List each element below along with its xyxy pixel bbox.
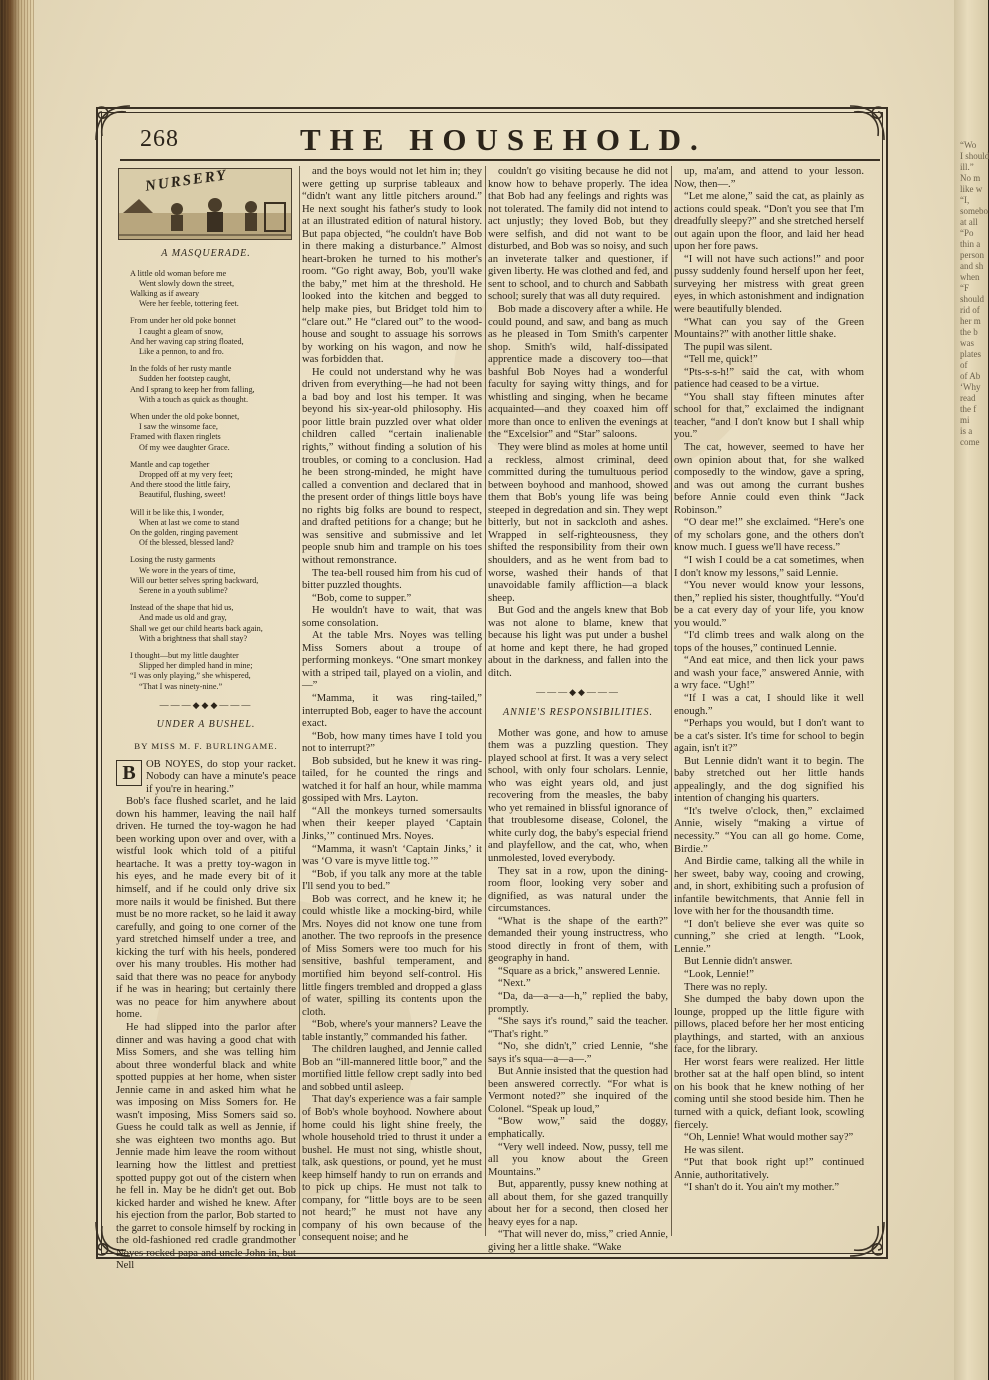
poem-line: And her waving cap string floated, [130, 336, 244, 346]
facing-page-line: “Po [960, 228, 974, 238]
paragraph-text: There was no reply. [684, 981, 768, 993]
paragraph [674, 969, 864, 982]
paragraph-text: “Bow wow,” said the doggy, emphatically. [488, 1116, 668, 1141]
paragraph-text: But Lennie didn't want it to begin. The baby stretched out her little hands appealingly, and the dog signified his intention of changing his quarters. [674, 755, 864, 805]
paragraph-text: Bob made a discovery after a while. He could pound, and saw, and bang as much as he pleased in Tom Smith's carpenter shop. Smith's wild, half-dissipated apprentice made a discovery too—that bashful Bob Noyes had a wonderful faculty for saying witty things, and for whistling and singing, when he became acquainted—and they coaxed him off more than once to enliven the evenings at the “Excelsior” and “Star” saloons. [488, 304, 668, 441]
paragraph-text: “I shan't do it. You ain't my mother.” [684, 1182, 840, 1194]
facing-page-line: person [960, 250, 984, 260]
paragraph-text: They sat in a row, upon the dining-room floor, looking very sober and dignified, as was natural under the circumstances. [488, 865, 668, 915]
story-title: UNDER A BUSHEL. [156, 719, 256, 731]
paragraph [674, 555, 864, 580]
paragraph-text: “Look, Lennie!” [684, 969, 755, 980]
paragraph [674, 919, 864, 957]
poem-line: When under the old poke bonnet, [130, 411, 240, 421]
facing-page-line: of [960, 360, 968, 370]
facing-page-edge [954, 0, 988, 1380]
paragraph-text: “She says it's round,” said the teacher. “That's right.” [488, 1016, 668, 1040]
paragraph [674, 517, 864, 555]
paragraph-text: “I don't believe she ever was quite so cunning,” she cried at length. “Look, Lennie.” [674, 918, 864, 955]
facing-page-line: ‘Why [960, 382, 981, 392]
paragraph-text: “Mamma, it wasn't ‘Captain Jinks,’ it was ‘O vare is myve little tog.’” [302, 843, 482, 868]
paragraph-text: She dumped the baby down upon the lounge, propped up the little figure with pillows, placed before her her most enticing playthings, and started, with an anxious face, for the library. [674, 994, 864, 1056]
poem-line: I caught a gleam of snow, [139, 326, 224, 336]
paragraph-text: “Next.” [498, 978, 531, 990]
paragraph-text: “Mamma, it was ring-tailed,” interrupted Bob, eager to have the account exact. [302, 692, 482, 730]
paragraph [116, 759, 296, 797]
poem-stanza [130, 555, 296, 596]
column-rule [671, 166, 672, 1236]
paragraph-text: The cat, however, seemed to have her own opinion about that, for she walked composedly to the window, gave a spring, and was out among the currant bushes before Annie could even think “Jack Robinson.” [674, 442, 864, 516]
poem-line: Of my wee daughter Grace. [139, 442, 230, 452]
poem-line: In the folds of her rusty mantle [130, 364, 232, 374]
paragraph-text: “No, she didn't,” cried Lennie, “she says it's squa—a—a—.” [488, 1041, 668, 1065]
nursery-banner-illustration [118, 168, 292, 240]
ornamental-separator: ———◆◆◆——— [159, 699, 253, 710]
paragraph-text: “It's twelve o'clock, then,” exclaimed Annie, wisely “making a virtue of necessity.” “You can all go home. Come, Birdie.” [674, 805, 864, 855]
facing-page-line: No m [960, 173, 981, 183]
paragraph [302, 894, 482, 1019]
paragraph-text: “Perhaps you would, but I don't want to be a cat's sister. It's time for school to begin again, isn't it?” [674, 718, 864, 755]
paragraph-text: “If I was a cat, I should like it well enough.” [674, 692, 864, 717]
facing-page-line: the f [960, 404, 977, 414]
paragraph [674, 994, 864, 1057]
poem-line: With a brightness that shall stay? [139, 633, 248, 643]
facing-page-line: “Wo [960, 140, 977, 150]
poem-line: A little old woman before me [130, 268, 227, 278]
paragraph [674, 982, 864, 995]
paragraph [302, 166, 482, 367]
paragraph-text: But Annie insisted that the question had been answered correctly. “For what is Vermont noted?” she inquired of the Colonel. “Speak up loud,” [488, 1066, 668, 1115]
poem-line: Dropped off at my very feet; [139, 470, 233, 479]
facing-page-line: should [960, 294, 985, 304]
facing-page-line: I should [960, 151, 989, 161]
paragraph-text: He had slipped into the parlor after dinner and was having a good chat with Miss Somers, and she was telling him about three wonderful black and white spotted puppies at her home, when sister Jennie came in and asked him what he was imposing on Miss Somers for. He wasn't imposing, Miss Somers said so. Guess he could talk as well as Jennie, if she was eighteen two months ago. But Jennie made him leave the room without learning how the littlest and prettiest spotted puppy got out of the cistern when he fell in. May be he didn't get out. Bob kicked harder and wished he knew. After his ejection from the parlor, Bob started to the garret to console himself by rocking in the old-fashioned red cradle grandmother Noyes rocked papa and uncle John in, but Nell [116, 1021, 296, 1272]
story-byline: BY MISS M. F. BURLINGAME. [134, 740, 278, 751]
page-header [120, 118, 880, 162]
paragraph [488, 728, 668, 866]
poem-line: “I was only playing,” she whispered, [130, 671, 251, 681]
poem-line: Sudden her footstep caught, [139, 374, 231, 384]
paragraph-text: The pupil was silent. [684, 341, 773, 353]
poem-line: And I sprang to keep her from falling, [130, 384, 255, 394]
paragraph [488, 605, 668, 680]
poem-line: From under her old poke bonnet [130, 316, 236, 326]
column-rule [299, 166, 300, 1236]
facing-page-line: was [960, 338, 974, 348]
facing-page-line: ill.” [960, 162, 974, 172]
drop-cap: B [116, 760, 142, 786]
poem-line: When at last we come to stand [139, 517, 240, 527]
paragraph [116, 1022, 296, 1273]
poem-body [130, 269, 296, 692]
paragraph [674, 354, 864, 367]
facing-page-line: “I, [960, 195, 970, 205]
poem-line: And made us old and gray, [139, 613, 227, 623]
poem-line: Were her feeble, tottering feet. [139, 299, 239, 309]
poem-stanza [130, 364, 296, 405]
poem-stanza [130, 651, 296, 692]
paragraph [674, 756, 864, 806]
facing-page-line: mi [960, 415, 970, 425]
poem-line: We wore in the years of time, [139, 565, 236, 575]
paragraph [488, 442, 668, 605]
poem-stanza [130, 603, 296, 644]
paragraph-text: “Da, da—a—a—h,” replied the baby, promptly. [488, 991, 668, 1015]
column-3 [488, 166, 668, 1253]
column-1 [116, 166, 296, 1272]
facing-page-line: the b [960, 327, 978, 337]
paragraph-text: “Bob, how many times have I told you not to interrupt?” [302, 730, 482, 755]
paragraph-text: He could not understand why he was driven from everything—he had not been a bad boy and lost his temper. It was beyond his six-year-old philosophy. His poor little brain puzzled over what older children called “certain inalienable rights,” without finding a solution of his troubles, or coming to a conclusion. Had he been strong-minded, he might have called a convention and declared that in the present order of things little boys have no rights big folks are bound to respect, and drafted petitions for a change; but he was sensitive and submissive and let people snub him and trample on his toes without remonstrance. [302, 366, 482, 566]
poem-line: Shall we get our child hearts back again, [130, 623, 263, 633]
paragraph-text: The children laughed, and Jennie called Bob an “ill-mannered little boor,” and the mortified little fellow crept sadly into bed and sobbed until asleep. [302, 1044, 482, 1093]
story-text-continued [488, 166, 668, 680]
paragraph [302, 593, 482, 606]
facing-page-line: at all [960, 217, 978, 227]
paragraph-text: up, ma'am, and attend to your lesson. Now, then—.” [674, 166, 864, 190]
paragraph [674, 630, 864, 655]
paragraph-text: “Bob, where's your manners? Leave the table instantly,” commanded his father. [302, 1019, 482, 1043]
poem-line: Beautiful, flushing, sweet! [139, 490, 226, 500]
paragraph-text: That day's experience was a fair sample of Bob's whole boyhood. Nowhere about home could his light shine freely, the whole household tried to thrust it under a bushel. He must not sing, whistle shout, talk, ask questions, or pound, yet he must keep himself handy to run on errands and to pick up chips. He must not talk to company, for “little boys are to be seen not heard;” he must not have any company of his own because of the consequent noise; and he [302, 1094, 482, 1244]
facing-page-line: like w [960, 184, 983, 194]
poem-line: Will our better selves spring backward, [130, 575, 259, 585]
paragraph [488, 1116, 668, 1141]
paragraph [674, 1182, 864, 1195]
paragraph [674, 191, 864, 254]
paragraph [302, 568, 482, 593]
paragraph [302, 1094, 482, 1245]
paragraph-text: “You never would know your lessons, then,” replied his sister, thoughtfully. “You'd be a cat every day of your life, you know you would.” [674, 580, 864, 629]
paragraph-text: couldn't go visiting because he did not know how to behave properly. The idea that Bob had any feelings and rights was not tolerated. The family did not intend to act unjustly; they loved Bob, but they were selfish, and did not want to be disturbed, and Bob was so noisy, and such an inveterate talker and questioner, if given liberty. He was clothed and fed, and sent to school, and to church and Sabbath school; surely that was all duty required. [488, 166, 668, 303]
poem-line: Will it be like this, I wonder, [130, 507, 224, 517]
paragraph-text: Her worst fears were realized. Her little brother sat at the half open blind, so intent on his book that he knew nothing of her coming until she stood beside him. Then he turned with a quick, defiant look, scowling fiercely. [674, 1056, 864, 1131]
poem-line: Framed with flaxen ringlets [130, 432, 221, 442]
paragraph [674, 718, 864, 756]
facing-page-line: come [960, 437, 980, 447]
paragraph-text: “What can you say of the Green Mountains?” with another little shake. [674, 316, 864, 341]
paragraph-text: and the boys would not let him in; they were getting up surprise tableaux and “didn't want any little pitchers around.” He next sought his father's study to look at an illustrated edition of natural history. But papa objected, “he couldn't have Bob in there making a disturbance.” Almost heart-broken he turned to his mother's room. “Go right away, Bob, you'll wake the baby,” met him at the threshold. He looked into the kitchen and begged to help make pies, but Bridget told him to “clare out.” He “clared out” to the wood-house and sought to assuage his sorrows by working on his wagon, and now he was forbidden that. [302, 166, 482, 366]
facing-page-line: plates [960, 349, 981, 359]
paragraph-text: “Pts-s-s-h!” said the cat, with whom patience had ceased to be a virtue. [674, 366, 864, 391]
paragraph [488, 916, 668, 966]
paragraph-text: But Lennie didn't answer. [684, 956, 793, 968]
paragraph-text: “You shall stay fifteen minutes after school for that,” exclaimed the indignant teacher, “and I don't know but I shall whip you.” [674, 391, 864, 441]
paragraph-text: Bob's face flushed scarlet, and he laid down his hammer, leaving the nail half driven. He turned the toy-wagon he had been working upon over and over, with a wistful look which told of a pitiful heartache. It was a pretty toy-wagon in his eyes, and he made every bit of it himself, and if he could only drive six more nails it would be finished. But there must be no more racket, so he laid it away carefully, and going to one corner of the yard stretched himself under a tree, and kicking the turf with his heels, pondered over his many troubles. His mother had said that there was no peace for anybody if he was in hearing; but certainly there was no peace for him anywhere about home. [116, 796, 296, 1021]
facing-page-line: rid of [960, 305, 980, 315]
paragraph-text: The tea-bell roused him from his cud of bitter puzzled thoughts. [302, 567, 482, 592]
column-rule [485, 166, 486, 1236]
poem-line: Instead of the shape that hid us, [130, 603, 234, 613]
paragraph-text: “Bob, if you talk any more at the table I'll send you to bed.” [302, 868, 482, 893]
paragraph [302, 869, 482, 894]
paragraph-text: And Birdie came, talking all the while in her sweet, baby way, cooing and crowing, and, in short, exhibiting such a profusion of infantile bewitchments, that Annie fell in love with her for the thousandth time. [674, 856, 864, 918]
facing-page-text [960, 140, 988, 448]
poem-stanza [130, 316, 296, 357]
paragraph-text: “I'd climb trees and walk along on the tops of the houses,” continued Lennie. [674, 630, 864, 654]
paragraph-text: Bob was correct, and he knew it; he could whistle like a mocking-bird, while Mrs. Noyes did not know one tune from another. The two reproofs in the presence of Miss Somers were too much for his sensitive, bashful temperament, and mortified him beyond self-control. His little fingers trembled and dropped a glass of water, spilling its contents upon the cloth. [302, 893, 482, 1018]
poem-line: Slipped her dimpled hand in mine; [139, 661, 253, 671]
paragraph-text: “Bob, come to supper.” [312, 592, 412, 604]
paragraph [488, 1179, 668, 1229]
header-rule [120, 159, 880, 161]
facing-page-line: read [960, 393, 976, 403]
paragraph-text: “What is the shape of the earth?” demanded their young instructress, who stood directly in front of them, with geography in hand. [488, 915, 668, 965]
ornamental-separator: ———◆◆——— [536, 687, 620, 698]
poem-line: And there stood the little fairy, [130, 480, 231, 490]
banner-word: NURSERY [144, 167, 229, 195]
poem-stanza [130, 508, 296, 549]
story-text [116, 759, 296, 1273]
paragraph [302, 756, 482, 806]
poem-line: Walking as if aweary [130, 288, 200, 298]
paragraph [674, 806, 864, 856]
poem-line: Like a pennon, to and fro. [139, 346, 224, 356]
paragraph [674, 254, 864, 317]
poem-stanza [130, 412, 296, 453]
paragraph [488, 1066, 668, 1116]
paragraph [674, 166, 864, 191]
paragraph [488, 1142, 668, 1180]
column-4 [674, 166, 864, 1236]
poem-line: I saw the winsome face, [139, 422, 218, 432]
paragraph [488, 166, 668, 304]
paragraph [302, 1019, 482, 1044]
facing-page-line: when [960, 272, 980, 282]
paragraph-text: “Oh, Lennie! What would mother say?” [684, 1132, 854, 1144]
paragraph [674, 367, 864, 392]
page-number: 268 [140, 126, 179, 152]
paragraph-text: “Very well indeed. Now, pussy, tell me all you know about the Green Mountains.” [488, 1141, 668, 1178]
paragraph [674, 655, 864, 693]
facing-page-line: “F [960, 283, 969, 293]
facing-page-line: is a [960, 426, 973, 436]
paragraph-text: Bob subsided, but he knew it was ring-tailed, for he counted the rings and watched it for half an hour, while mamma gossiped with Mrs. Layton. [302, 755, 482, 805]
story-title: ANNIE'S RESPONSIBILITIES. [503, 706, 653, 718]
paragraph-text: “O dear me!” she exclaimed. “Here's one of my scholars gone, and the others don't know much. I guess we'll have recess.” [674, 517, 864, 554]
paragraph [302, 693, 482, 731]
paragraph-text: “Put that book right up!” continued Annie, authoritatively. [674, 1157, 864, 1181]
facing-page-line: of Ab [960, 371, 981, 381]
paragraph [302, 367, 482, 568]
paragraph [488, 1041, 668, 1066]
paragraph [488, 866, 668, 916]
paragraph [674, 856, 864, 919]
poem-title: A MASQUERADE. [161, 248, 251, 259]
paragraph [488, 978, 668, 991]
paragraph [674, 442, 864, 517]
paragraph [488, 1016, 668, 1041]
poem-line: On the golden, ringing pavement [130, 528, 239, 538]
paragraph [674, 1132, 864, 1145]
paragraph [302, 731, 482, 756]
poem-line: With a touch as quick as thought. [139, 394, 249, 404]
column-2 [302, 166, 482, 1244]
paragraph [488, 1229, 668, 1254]
paragraph-text: Mother was gone, and how to amuse them was a puzzling question. They played school at first. It was a very select school, with only four scholars. Lennie, who was eight years old, and just recovering from the measles, the baby who yet remained in blissful ignorance of that troublesome disease, Colonel, the white curly dog, the baby's especial friend and playfellow, and the cat, who, when unmolested, loved everybody. [488, 727, 668, 864]
paragraph [674, 342, 864, 355]
paragraph [674, 392, 864, 442]
paragraph [488, 966, 668, 979]
paragraph-text: “Square as a brick,” answered Lennie. [498, 965, 661, 977]
paragraph [674, 693, 864, 718]
book-page-edges-left [0, 0, 34, 1380]
paragraph [488, 304, 668, 442]
paragraph-text: OB NOYES, do stop your racket. Nobody can have a minute's peace if you're in hearing.” [146, 758, 296, 795]
facing-page-line: her m [960, 316, 981, 326]
paragraph [674, 580, 864, 630]
paragraph-text: “And eat mice, and then lick your paws and wash your face,” answered Annie, with a wry face. “Ugh!” [674, 655, 864, 692]
paragraph [302, 630, 482, 693]
poem-line: Losing the rusty garments [130, 555, 216, 565]
poem-line: Serene in a youth sublime? [139, 586, 228, 596]
paragraph-text: But God and the angels knew that Bob was not alone to blame, knew that because his light was put under a bushel at home and kept there, he had groped about in the darkness, and fallen into the ditch. [488, 605, 668, 679]
paragraph-text: “All the monkeys turned somersaults when their keeper played ‘Captain Jinks,’” continued Mrs. Noyes. [302, 805, 482, 842]
poem-stanza [130, 269, 296, 310]
paragraph [302, 806, 482, 844]
facing-page-line: and sh [960, 261, 984, 271]
poem-line: Mantle and cap together [130, 459, 210, 469]
paragraph [302, 1044, 482, 1094]
paragraph-text: “Let me alone,” said the cat, as plainly as actions could speak. “Don't you see that I'm dreadfully sleepy?” and she stretched herself out again upon the floor, and laid her head upon her fore paws. [674, 191, 864, 253]
paragraph [488, 991, 668, 1016]
paragraph-text: “I will not have such actions!” and poor pussy suddenly found herself upon her feet, surveying her mistress with great green eyes, in which astonishment and indignation were beautifully blended. [674, 253, 864, 316]
paragraph [674, 1145, 864, 1158]
paragraph [674, 1157, 864, 1182]
paragraph-text: They were blind as moles at home until a reckless, almost criminal, deed committed during the tumultuous period between boyhood and manhood, showed them that Bob's young life was being steeped in degredation and sin. They wept bitterly, but not in sackcloth and ashes. Wrapped in self-righteousness, they shifted the responsibility from their own shoulders, and as he went from bad to worse, washed their hands of that unavoidable family affliction—a black sheep. [488, 442, 668, 604]
paragraph [674, 956, 864, 969]
paragraph [674, 317, 864, 342]
paragraph-text: “That will never do, miss,” cried Annie, giving her a little shake. “Wake [488, 1229, 668, 1253]
paragraph-text: He wouldn't have to wait, that was some consolation. [302, 605, 482, 629]
paragraph-text: But, apparently, pussy knew nothing at all about them, for she gazed tranquilly about her for a second, then closed her heavy eyes for a nap. [488, 1179, 668, 1228]
paragraph-text: “I wish I could be a cat sometimes, when I don't know my lessons,” said Lennie. [674, 554, 864, 579]
paragraph [302, 844, 482, 869]
paragraph-text: “Tell me, quick!” [684, 354, 758, 366]
poem-line: Of the blessed, blessed land? [139, 538, 234, 548]
facing-page-line: somebo [960, 206, 988, 216]
story-text [488, 728, 668, 1255]
poem-line: “That I was ninety-nine.” [139, 681, 223, 691]
poem-line: Went slowly down the street, [139, 278, 235, 288]
paragraph-text: He was silent. [684, 1144, 744, 1156]
poem-stanza [130, 460, 296, 501]
paragraph [674, 1057, 864, 1132]
paragraph [116, 796, 296, 1022]
journal-title: THE HOUSEHOLD. [300, 122, 707, 157]
poem-line: I thought—but my little daughter [130, 651, 239, 661]
paragraph-text: At the table Mrs. Noyes was telling Miss Somers about a troupe of performing monkeys. “One smart monkey with a striped tail, played on a violin, and—” [302, 630, 482, 692]
facing-page-line: thin a [960, 239, 981, 249]
paragraph [302, 605, 482, 630]
